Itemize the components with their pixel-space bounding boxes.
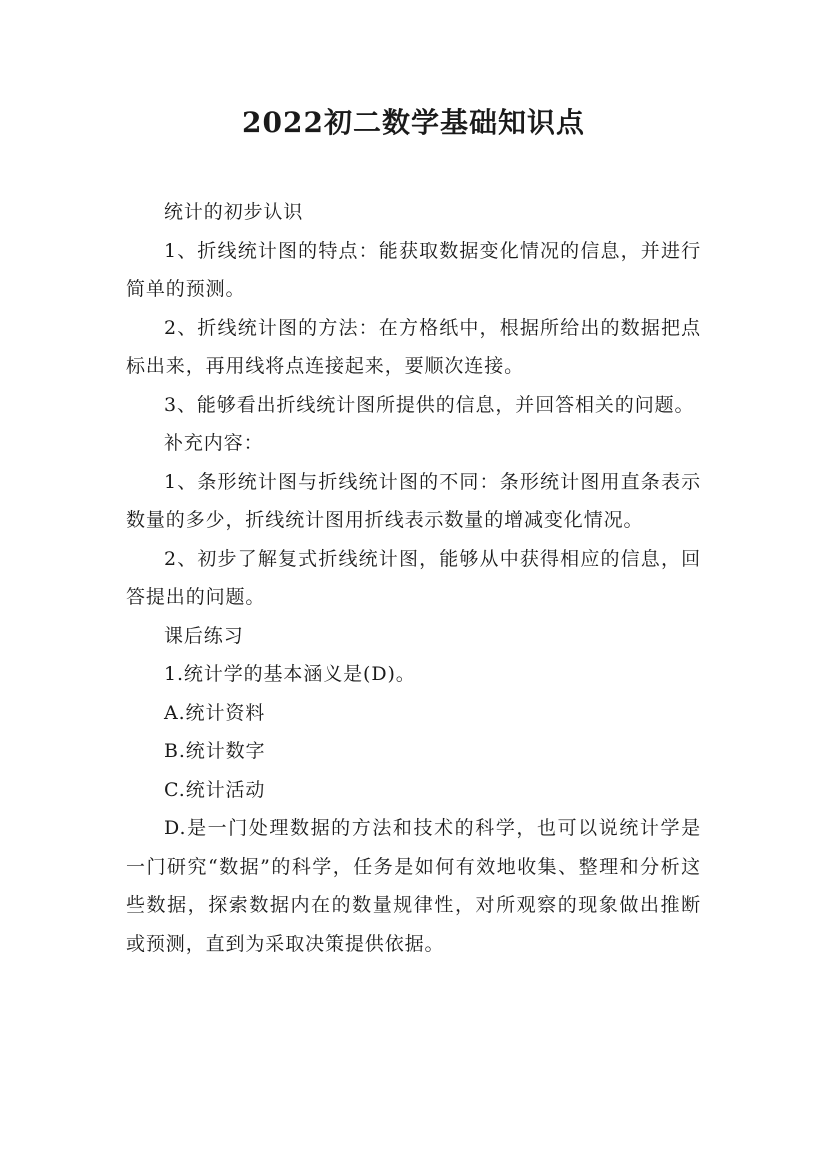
exercise-question: 1.统计学的基本涵义是(D)。 <box>164 663 416 685</box>
exercise-option-c: C.统计活动 <box>164 778 266 801</box>
document-body <box>126 193 701 963</box>
exercise-option-a: A.统计资料 <box>164 701 266 724</box>
exercise-option-d: D.是一门处理数据的方法和技术的科学，也可以说统计学是一门研究“数据”的科学，任务是如何有效地收集、整理和分析这些数据，探索数据内在的数量规律性，对所观察的现象做出推断或预测，直到为采取决策提供依据。 <box>126 817 701 955</box>
exercise-option-b: B.统计数字 <box>164 740 266 762</box>
section-heading-supplement: 补充内容： <box>164 432 264 454</box>
document-title: 2022初二数学基础知识点 <box>242 106 585 139</box>
section-heading-exercises: 课后练习 <box>164 624 244 647</box>
section-heading-statistics: 统计的初步认识 <box>164 201 304 223</box>
paragraph-line-chart-features: 1、折线统计图的特点：能获取数据变化情况的信息，并进行简单的预测。 <box>126 239 701 300</box>
paragraph-bar-vs-line: 1、条形统计图与折线统计图的不同：条形统计图用直条表示数量的多少，折线统计图用折线表示数量的增减变化情况。 <box>126 470 701 531</box>
paragraph-line-chart-info: 3、能够看出折线统计图所提供的信息，并回答相关的问题。 <box>164 393 695 416</box>
paragraph-line-chart-method: 2、折线统计图的方法：在方格纸中，根据所给出的数据把点标出来，再用线将点连接起来，要顺次连接。 <box>126 316 701 377</box>
paragraph-compound-line-chart: 2、初步了解复式折线统计图，能够从中获得相应的信息，回答提出的问题。 <box>126 547 701 608</box>
